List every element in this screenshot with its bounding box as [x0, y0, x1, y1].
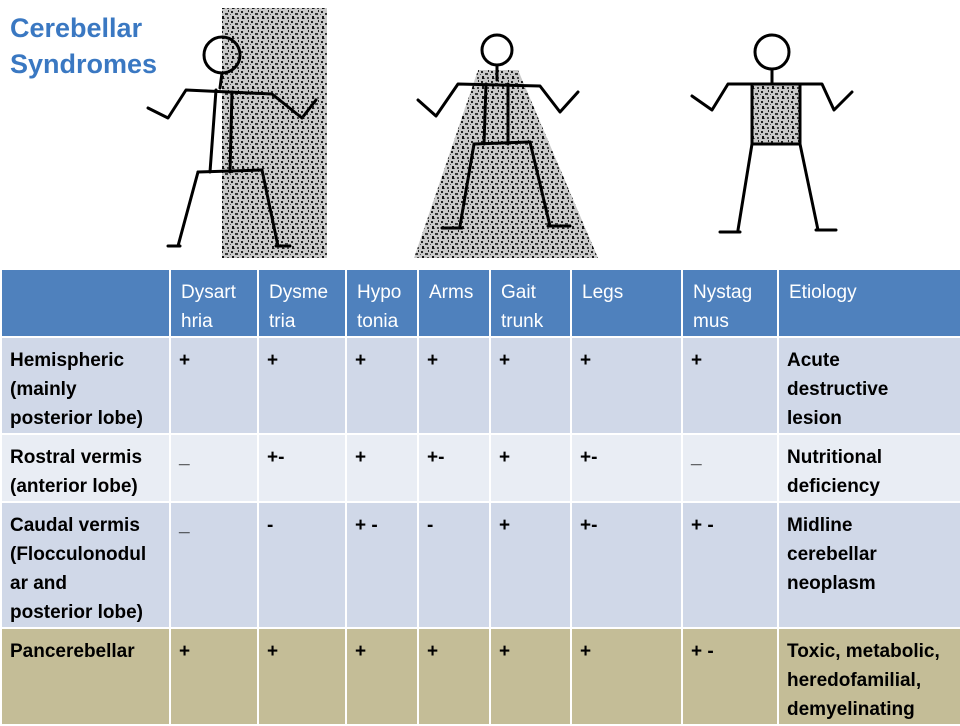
cell-nystagmus: _ — [682, 434, 778, 502]
stick-figure-caudal-vermis — [692, 35, 852, 232]
cell-arms: + — [418, 337, 490, 434]
cell-dysmetria: + — [258, 628, 346, 725]
header-nystagmus: Nystag mus — [682, 269, 778, 337]
header-etiology: Etiology — [778, 269, 960, 337]
cell-etiology: Nutritional deficiency — [778, 434, 960, 502]
header-dysarthria: Dysart hria — [170, 269, 258, 337]
header-gait-trunk: Gait trunk — [490, 269, 571, 337]
shaded-region-rostral — [414, 70, 598, 258]
cell-arms: +- — [418, 434, 490, 502]
cell-legs: + — [571, 628, 682, 725]
cell-legs: +- — [571, 434, 682, 502]
cell-nystagmus: + — [682, 337, 778, 434]
table-row — [1, 434, 960, 502]
header-dysmetria: Dysme tria — [258, 269, 346, 337]
cell-etiology: Acute destructive lesion — [778, 337, 960, 434]
stick-figure-rostral-vermis — [414, 35, 598, 258]
cell-legs: +- — [571, 502, 682, 628]
shaded-region-caudal — [752, 84, 800, 144]
stick-figures-illustration — [0, 0, 960, 268]
row-label-rostral-vermis: Rostral vermis (anterior lobe) — [1, 434, 170, 502]
cell-gait-trunk: + — [490, 337, 571, 434]
cell-dysmetria: + — [258, 337, 346, 434]
row-label-pancerebellar: Pancerebellar — [1, 628, 170, 725]
cell-dysmetria: - — [258, 502, 346, 628]
header-cell-blank — [1, 269, 170, 337]
header-legs: Legs — [571, 269, 682, 337]
header-arms: Arms — [418, 269, 490, 337]
cell-gait-trunk: + — [490, 502, 571, 628]
cell-nystagmus: + - — [682, 628, 778, 725]
table-header-row — [1, 269, 960, 337]
cell-dysarthria: + — [170, 337, 258, 434]
cell-dysmetria: +- — [258, 434, 346, 502]
cell-hypotonia: + - — [346, 502, 418, 628]
header-hypotonia: Hypo tonia — [346, 269, 418, 337]
cell-gait-trunk: + — [490, 434, 571, 502]
cell-gait-trunk: + — [490, 628, 571, 725]
cell-arms: - — [418, 502, 490, 628]
stick-figure-hemispheric — [148, 8, 327, 258]
cell-dysarthria: _ — [170, 434, 258, 502]
cell-etiology: Midline cerebellar neoplasm — [778, 502, 960, 628]
table-row — [1, 502, 960, 628]
cell-dysarthria: + — [170, 628, 258, 725]
row-label-hemispheric: Hemispheric (mainly posterior lobe) — [1, 337, 170, 434]
cell-dysarthria: _ — [170, 502, 258, 628]
slide-title: Cerebellar Syndromes — [10, 13, 158, 79]
cell-legs: + — [571, 337, 682, 434]
cell-hypotonia: + — [346, 337, 418, 434]
row-label-caudal-vermis: Caudal vermis (Flocculonodul ar and posterior lobe) — [1, 502, 170, 628]
cell-nystagmus: + - — [682, 502, 778, 628]
cell-arms: + — [418, 628, 490, 725]
cell-hypotonia: + — [346, 434, 418, 502]
table-row — [1, 337, 960, 434]
cerebellar-syndromes-table — [0, 268, 960, 726]
cell-hypotonia: + — [346, 628, 418, 725]
table-row — [1, 628, 960, 725]
cell-etiology: Toxic, metabolic, heredofamilial, demyelinating — [778, 628, 960, 725]
